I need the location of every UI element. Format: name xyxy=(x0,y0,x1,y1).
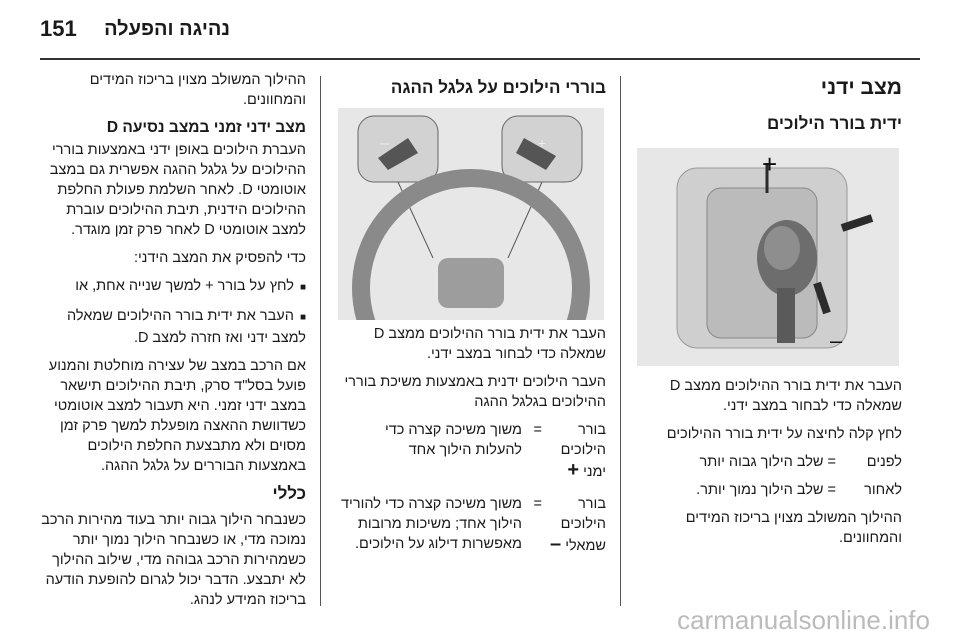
row-value: = שלב הילוך גבוה יותר xyxy=(699,454,836,470)
header-rule xyxy=(40,58,920,60)
gear-selector-illustration xyxy=(637,148,899,366)
list-item xyxy=(636,452,902,472)
subsection-heading: מצב ידני זמני במצב נסיעה D xyxy=(106,119,306,136)
paragraph: העברת הילוכים באופן ידני באמצעות בוררי ההילוכים על גלגל ההגה אפשרית גם במצב אוטומטי D. לאחר השלמת פעולת החלפת ההילוכים הידנית, תיבת ההילוכים עוברת למצב אוטומטי D לאחר פרק זמן מוגדר. xyxy=(49,142,306,238)
table-row xyxy=(336,420,606,482)
page-number: 151 xyxy=(40,16,77,41)
row-key: לאחור xyxy=(864,482,902,498)
svg-text:–: – xyxy=(830,328,843,353)
column-left xyxy=(38,70,306,618)
cell: = xyxy=(533,496,542,512)
svg-text:–: – xyxy=(380,135,389,152)
svg-text:+: + xyxy=(538,135,547,151)
section-heading: בוררי הילוכים על גלגל ההגה xyxy=(390,78,606,97)
table-row xyxy=(336,494,606,556)
paragraph: העבר את ידית בורר ההילוכים ממצב D שמאלה כדי לבחור במצב ידני. xyxy=(669,378,902,414)
paragraph: אם הרכב במצב של עצירה מוחלטת והמנוע פועל בסל"ד סרק, תיבת ההילוכים תישאר במצב ידני זמני. היא תעבור למצב אוטומטי כשדוושת ההאצה מופעלת למשך פרק זמן מסוים ולא מתבצעת החלפת הילוכים באמצעות הבוררים על גלגל ההגה. xyxy=(48,358,306,474)
subsection-heading: ידית בורר הילוכים xyxy=(767,114,902,133)
bullet-item: ■ לחץ על בורר + למשך שנייה אחת, או xyxy=(38,276,306,298)
list-item xyxy=(636,480,902,500)
subsection-heading: כללי xyxy=(272,484,306,503)
paragraph: ההילוך המשולב מצוין בריכוז המידים והמחוונים. xyxy=(89,72,306,108)
row-value: = שלב הילוך נמוך יותר. xyxy=(696,482,836,498)
paragraph: לחץ קלה לחיצה על ידית בורר ההילוכים xyxy=(666,426,902,442)
row-key: לפנים xyxy=(866,454,902,470)
paragraph: כשנבחר הילוך גבוה יותר בעוד מהירות הרכב נמוכה מדי, או כשנבחר הילוך נמוך יותר כשמהירות הרכב גבוהה מדי, שילוב ההילוך לא יתבצע. הדבר יכול לגרום להופעת הודעה בריכוז המידע לנהג. xyxy=(41,512,306,608)
cell: משוך משיכה קצרה כדי להוריד הילוך אחד; משיכות מרובות מאפשרות דילוג על הילוכים. xyxy=(341,496,522,552)
column-separator xyxy=(320,76,321,606)
paragraph: כדי להפסיק את המצב הידני: xyxy=(133,250,306,266)
cell: = xyxy=(533,422,542,438)
column-separator xyxy=(620,76,621,606)
watermark-text: carmanualsonline.info xyxy=(677,605,930,635)
paragraph: העבר את ידית בורר ההילוכים ממצב D שמאלה כדי לבחור במצב ידני. xyxy=(373,326,606,362)
paragraph: ההילוך המשולב מצוין בריכוז המידים והמחוונים. xyxy=(685,510,902,546)
svg-text:+: + xyxy=(762,149,778,179)
cell: משוך משיכה קצרה כדי להעלות הילוך אחד xyxy=(384,422,522,458)
cell-label: בורר הילוכים שמאלי xyxy=(560,496,606,554)
paragraph: העבר הילוכים ידנית באמצעות משיכת בוררי ההילוכים בגלגל ההגה xyxy=(344,374,606,410)
section-heading: מצב ידני xyxy=(820,76,902,99)
chapter-title: נהיגה והפעלה xyxy=(104,18,230,40)
minus-icon: – xyxy=(550,533,562,555)
bullet-item: ■ העבר את ידית בורר ההילוכים שמאלה למצב ידני ואז חזרה למצב D. xyxy=(38,306,306,348)
cell xyxy=(546,420,606,482)
cell xyxy=(546,494,606,556)
steering-paddles-illustration xyxy=(338,108,604,320)
cell-label: בורר הילוכים ימני xyxy=(560,422,606,480)
plus-icon: + xyxy=(567,459,580,481)
